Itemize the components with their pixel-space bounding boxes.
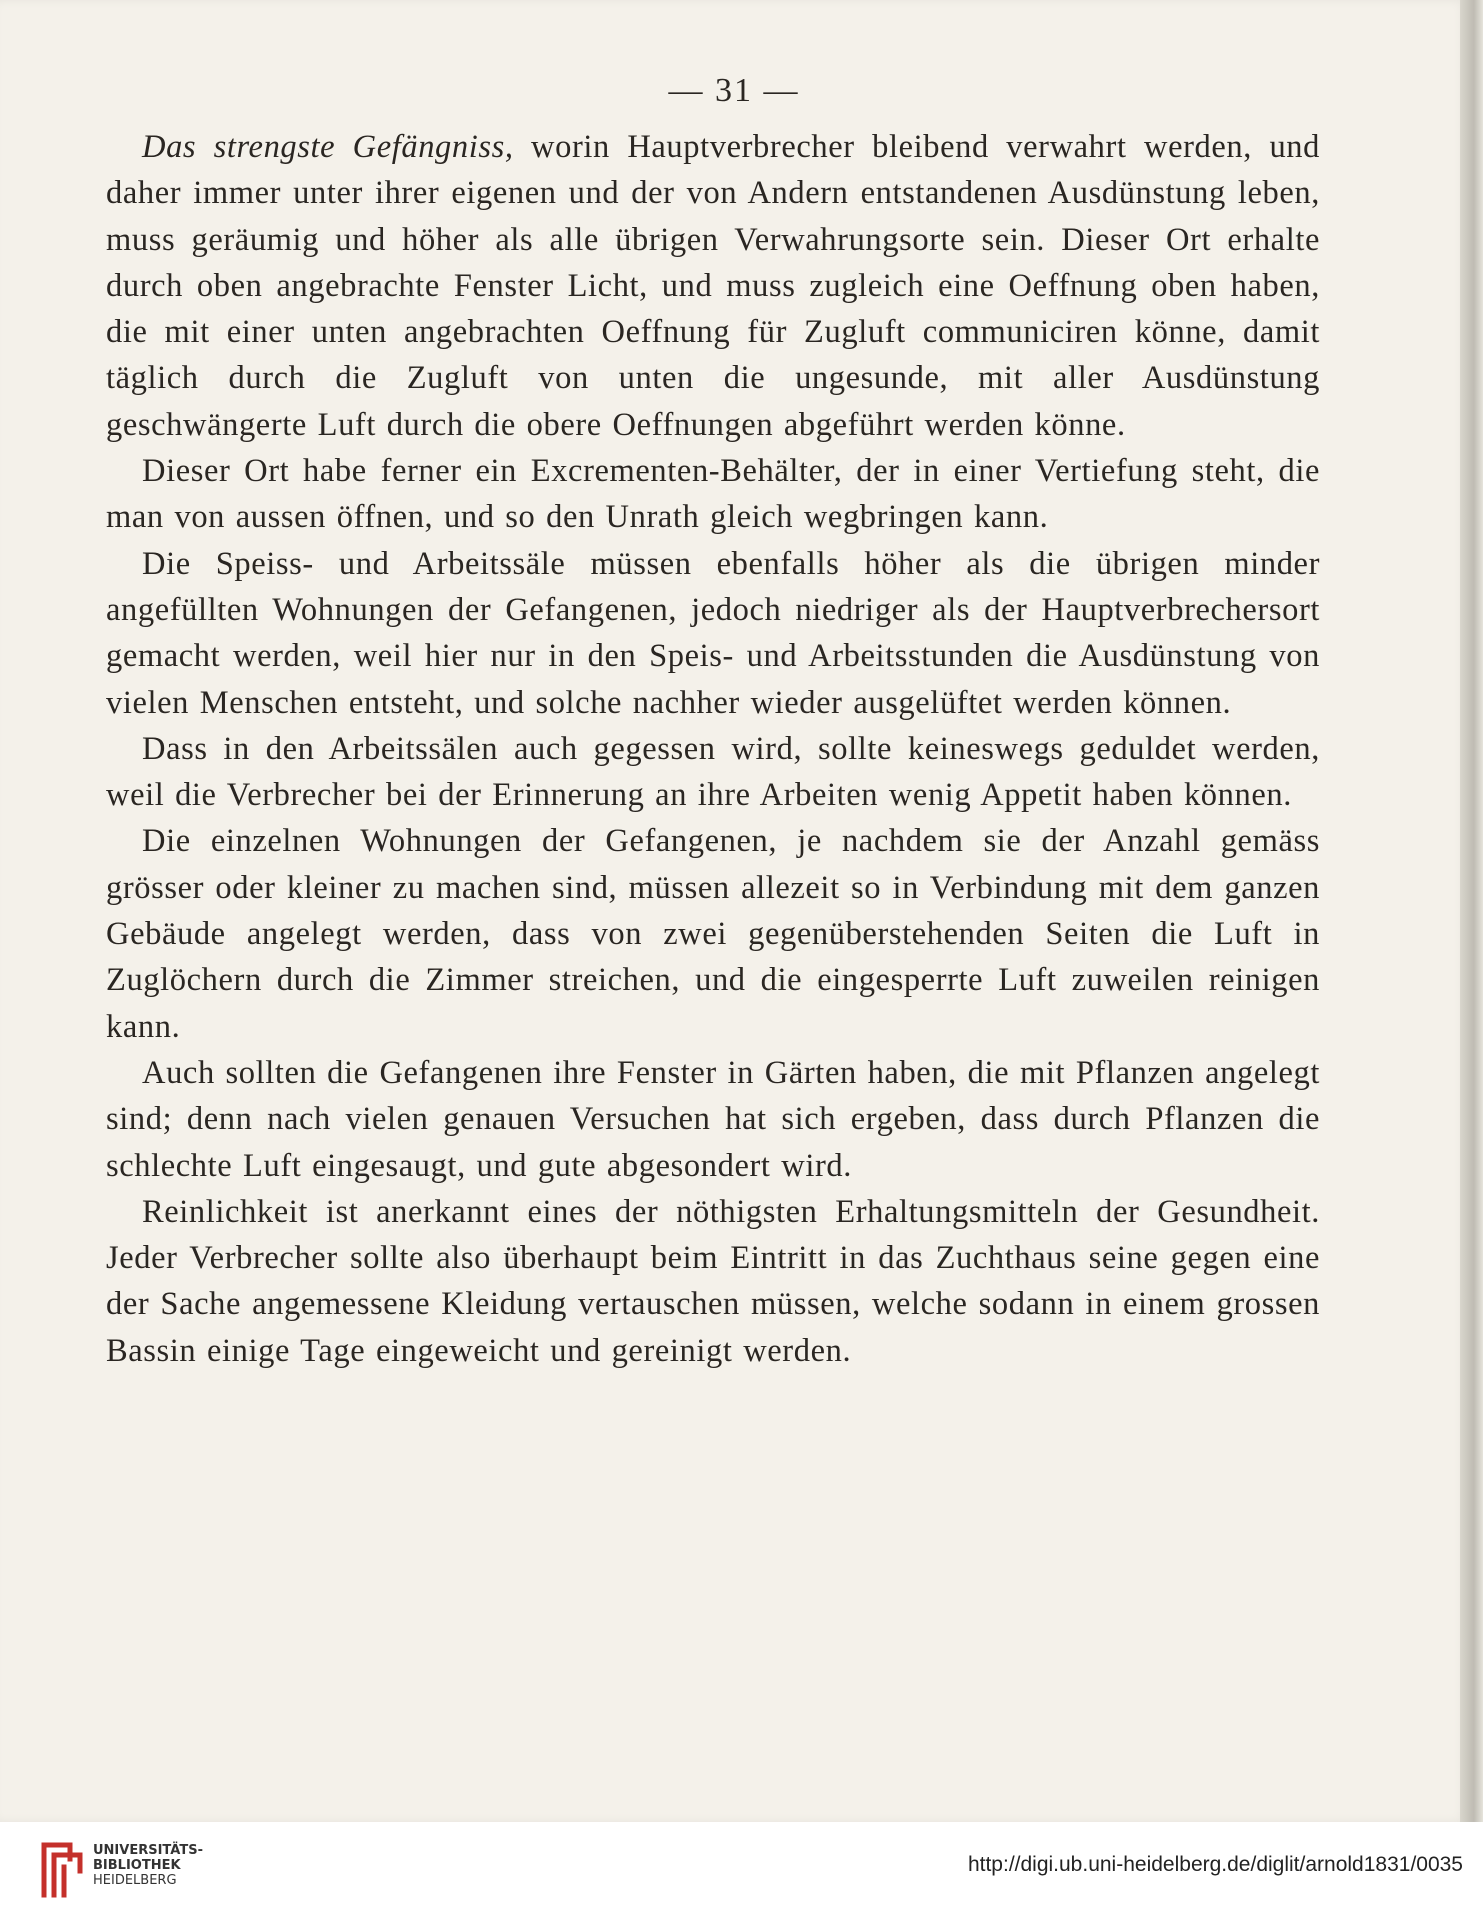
paragraph (106, 818, 1320, 1049)
body-text (106, 124, 1320, 1374)
paragraph (106, 1189, 1320, 1374)
paragraph (106, 726, 1320, 819)
library-name-line: HEIDELBERG (93, 1873, 177, 1888)
paragraph (106, 448, 1320, 541)
paragraph-text: Die Speiss- und Arbeitssäle müssen ebenfalls höher als die übrigen minder angefüllten Wohnungen der Gefangenen, jedoch niedriger als der Hauptverbrechersort gemacht werden, weil hier nur in den Speis- und Arbeitsstunden die Ausdünstung von vielen Menschen entsteht, und solche nachher wieder ausgelüftet werden können. (106, 545, 1320, 721)
paragraph (106, 541, 1320, 726)
source-url-link[interactable]: http://digi.ub.uni-heidelberg.de/diglit/arnold1831/0035 (967, 1853, 1463, 1876)
library-logo-icon (30, 1839, 86, 1901)
paragraph-text: Dieser Ort habe ferner ein Excrementen-Behälter, der in einer Vertiefung steht, die man von aussen öffnen, und so den Unrath gleich wegbringen kann. (106, 453, 1320, 536)
paragraph-text: Dass in den Arbeitssälen auch gegessen wird, sollte keineswegs geduldet werden, weil die Verbrecher bei der Erinnerung an ihre Arbeiten wenig Appetit haben können. (106, 730, 1320, 814)
library-name-line: UNIVERSITÄTS- (93, 1843, 203, 1858)
paragraph-text: Reinlichkeit ist anerkannt eines der nöthigsten Erhaltungsmitteln der Gesundheit. Jeder Verbrecher sollte also überhaupt beim Eintritt in das Zuchthaus seine gegen eine der Sache angemessene Kleidung vertauschen müssen, welche sodann in einem grossen Bassin einige Tage eingeweicht und gereinigt werden. (106, 1193, 1320, 1369)
paragraph (106, 1050, 1320, 1189)
library-name (93, 1843, 203, 1888)
page-number: — 31 — (668, 72, 800, 109)
paragraph-lead: Das strengste Gefängniss, (142, 129, 514, 165)
paragraph-text: Die einzelnen Wohnungen der Gefangenen, je nachdem sie der Anzahl gemäss grösser oder kleiner zu machen sind, müssen allezeit so in Verbindung mit dem ganzen Gebäude angelegt werden, dass von zwei gegenüberstehenden Seiten die Luft in Zuglöchern durch die Zimmer streichen, und die eingesperrte Luft zuweilen reinigen kann. (106, 823, 1320, 1045)
page-edge (1460, 0, 1483, 1822)
paragraph (106, 124, 1320, 448)
paragraph-text: Auch sollten die Gefangenen ihre Fenster in Gärten haben, die mit Pflanzen angelegt sind; denn nach vielen genauen Versuchen hat sich ergeben, dass durch Pflanzen die schlechte Luft eingesaugt, und gute abgesondert wird. (106, 1054, 1320, 1184)
library-name-line: BIBLIOTHEK (93, 1858, 181, 1873)
paragraph-text: worin Hauptverbrecher bleibend verwahrt werden, und daher immer unter ihrer eigenen und der von Andern entstandenen Ausdünstung leben, muss geräumig und höher als alle übrigen Verwahrungsorte sein. Dieser Ort erhalte durch oben angebrachte Fenster Licht, und muss zugleich eine Oeffnung oben haben, die mit einer unten angebrachten Oeffnung für Zugluft communiciren könne, damit täglich durch die Zugluft von unten die ungesunde, mit aller Ausdünstung geschwängerte Luft durch die obere Oeffnungen abgeführt werden könne. (106, 129, 1320, 443)
